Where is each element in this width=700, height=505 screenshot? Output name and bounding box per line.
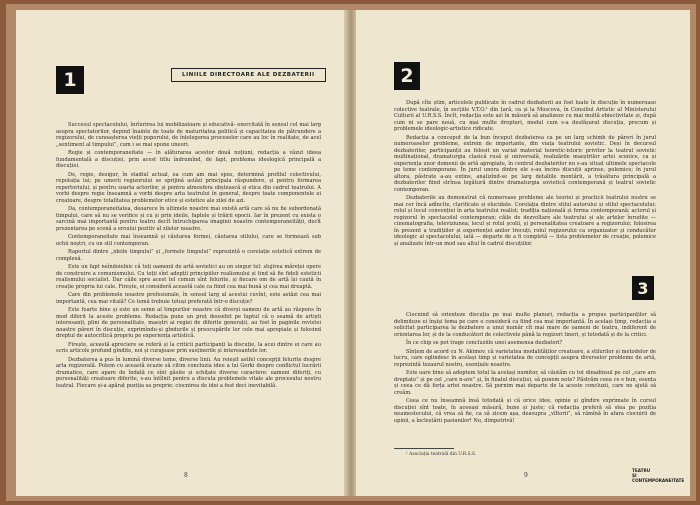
chapter-number-box: 3 [632, 276, 654, 300]
paragraph: Da, contemporaneitatea, deoarece în ultimele noastre mai există artă care să nu fie subordonată timpului, care să nu se verifice și cu și prin ideile, faptele și trăirii epocii. Iar în prezent cu exista o sarcină mai importantă pentru teatru decît întruchiparea imaginii noastre contemporaneității, decît prezentarea pe scenă a eroului pozitiv al zilelor noastre. [56, 206, 321, 232]
paragraph: Este un fapt neîndoielnic că toți oamenii de artă sovietici au un singur tel: slujirea măreței opere de construire a comunismului. Cu toții sînt adepții principiilor realismului și tind să fie fideli esteticii realismului socialist. Dar căile spre acest tel comun sînt felurite, și fiecare om de artă își caută în creație propria lui cale. Firește, ei consideră această cale ca fiind cea mai bună și cea mai dreaptă. [56, 264, 321, 290]
brand-line: CONTEMPORANEITATE [632, 478, 685, 483]
paragraph: În ce chip se pot trage concluziile unei asemenea dezbateri? [406, 340, 563, 346]
book-spread [6, 4, 696, 501]
paragraph: De, regie, desigur, în stadiul actual, ea cum am mai spus, determină profilul colectivului, reputația lui; pe umerii regizorului se sprijină astăzi principala răspundere, și pentru formarea repertoriului, și pentru soarta actorilor, și pentru atmosfera obștească și etica din cadrul teatrului. A vorbi despre regie înseamnă a vorbi despre arta teatrului în general, despre toate componentele ei creatoare, despre totalitatea problemelor etice și estetice ale zilei de azi. [56, 171, 321, 204]
chapter-number-box: 2 [394, 62, 420, 90]
paragraph: Ciocnind să orienteze discuția pe mai multe planuri, redacția a propus participanților să delimiteze ei înșiși tema pe care o consideră ca fiind cea mai importantă. În același timp, redacția a solicitat participarea la dezbatere a unui număr cît mai mare de oameni de teatru, indiferent de orientarea lor, și de la conducători de colectivele până la regizori tineri, și totodată și de la critici. [394, 312, 656, 338]
paragraph: Redacția a conceput de la bun început dezbaterea ca pe un larg schimb de păreri în jurul numeroaselor probleme, extrem de importante, din viața teatrului sovietic. Deși în decursul dezbaterilor, participanții au folosit un variat material teoretic-istoric privitor la teatrul sovietic multinațional, dramaturgia clasică rusă și universală, realizările maeștrilor artei scenice, ca și experiența unor domenii de artă apropiate, în centrul dezbaterilor nu s-au situat ultimele spectacole pe teme contemporane. În jurul unora dintre ele s-au încins discuții aprinse, polemice; în jurul altora, păstrate a-au extins, analizînd-se pe larg detaliile montării, a trăsătura principală a dezbaterilor fiind strînsa legătură dintre dramaturgia sovietică contemporană și teatrul sovietic contemporan. [394, 134, 656, 193]
right-body-text-top [394, 100, 656, 249]
page-number: 8 [184, 472, 188, 479]
page-number: 9 [524, 472, 528, 479]
left-body-text [56, 122, 321, 391]
paragraph: Sînțem de acord cu N. Akimov, că varietatea modalităților creatoare, a stilurilor și metodelor de lucru, care oglindesc în același timp și varietatea de concepții asupra diverselor probleme de artă, reprezintă tezaurul nostru, esențiale noastre. [394, 348, 656, 368]
paragraph: Regie și contemporaneitate — în alăturarea acestor două noțiuni, redacția a văzut ideea fundamentală a discuției, prin acest titlu îndrumînd, de fapt, problema ideologică principală a discuției. [56, 150, 321, 169]
footnote: ¹ Asociația teatrală din U.R.S.S. [406, 452, 477, 457]
footnote-rule [394, 448, 454, 449]
paragraph: Contemporaneitate mai înseamnă și căutarea formei, căutarea stilului, care se formează sub ochii noștri, cu un stil contemporan. [56, 234, 321, 247]
brand-line: TEATRU [632, 468, 651, 473]
paragraph: Raportul dintre „ideile timpului” și „formele timpului” reprezintă o corelație estetică extrem de complexă. [56, 249, 321, 262]
right-page [356, 10, 690, 496]
right-body-text-bottom [394, 312, 656, 426]
paragraph: Care din problemele noastre profesionale, în sensul larg al acestui cuvînt, este astăzi cea mai importantă, cea mai vitală? Ce temă trebuie totuși preferată într-o discuție? [56, 292, 321, 305]
paragraph: După cîte știm, articolele publicate în cadrul dezbaterii au fost luate în discuție în numeroase colective teatrale, în secțiile V.T.O.¹ din țară, ca și la Moscova, în Consiliul Artistic al Ministerului Culturii al U.R.S.S. Încît, redacția este azi în măsură să analizeze cu mai multă obiectivitate și, după cum ni se pare nouă, cu mai multe drepturi, modul cum s-a desfășurat discuția, precum și problemele ideologic-artistice ridicate. [394, 100, 656, 132]
paragraph: Dezbaterile au demonstrat că numeroase probleme ale teoriei și practicii teatrului nostru se mai cer încă adîncite, clarificate și elucidate. Corelația dintre stilul autorului și stilul spectacolului; rolul și locul convenției în arta teatrului realist; tradiția națională și forma contemporană; actorul și regizorul în spectacolul contemporan; căile de dezvoltare ale teatrului și ale artelor înrudite — cinematografia, televiziunea; locul și rolul școlii, și personalitatea creatoare a regizorului; folosirea în prezent a tradițiilor și experienței anilor trecuți; rolul regizorului ca organizator și conducător ideologic al spectacolului, iată — departe de a fi completă — lista problemelor de creație, polemice și analizate într-un mod sau altul în cadrul discuțiilor. [394, 195, 656, 247]
brand-line: ȘI [632, 473, 637, 478]
chapter-number-box: 1 [56, 66, 84, 94]
journal-brand [632, 468, 684, 483]
left-page [16, 10, 346, 496]
paragraph: Este foarte bine și este un semn al timpurilor noastre că diverși oameni de artă au răspuns în mod diferit la aceste probleme. Redacția pune un preț deosebit pe faptul că o seamă de artiști interesanți, plini de personalitate, maeștri ai regiei de diferite generații, au fost în paginile revistei noastre păreri în discuție, exprimîndu-și gîndurile și preocupările lor cele mai apropiate și folosind dreptul de autocritică propriu pe experiența artistică. [56, 307, 321, 339]
section-heading: LINIILE DIRECTOARE ALE DEZBATERII [171, 68, 326, 82]
paragraph: Ceea ce nu înseamnă însă totodată și că orice idee, opinie și gîndire exprimate în cursul discuției sînt toate, în aceeași măsură, bune și juste; că redacția preferă să stea pe poziția neamestecului, că vrea să fie, ca să zicem așa, deasupra „vîltorii”, să rămînă în afara ciocnirii de opinii, a încleștării pasiunilor! Nu, dimpotrivă! [394, 398, 656, 424]
paragraph: Este oare bine să adoptem totul la același numitor, să căutăm cu tot dinadinsul pe cel „care are dreptate” și pe cel „care n-are” și, în finalul discuției, să punem note? Păstrăm ceea ce e bun, esența și ceea ce dă forța artei noastre. Să pornim mai departe de la aceste concluzii, care ne ajută să creăm. [394, 370, 656, 396]
paragraph: Succesul spectacolului, înrîurirea lui mobilizatoare și educativă- exercitată în sensul cel mai larg asupra spectatorilor, depind înainte de toate de maturitatea politică și capacitatea de pătrundere a regizorului, de cunoașterea vieții poporului, de înțelegerea proceselor care au loc în realitate, de acel „sentiment al timpului”, cum i se mai spune uneori. [56, 122, 321, 148]
paragraph: Dezbaterea a pus în lumină diverse teme, diverse linii. Au reieșit astfel concepții felurite despre arta regizorală. Putem cu această ocazie să citim concluzia idee a lui Gorki despre conflictul lucrării dramatice, care apare de îndată ce sînt găsite și schițate diverse caractere: oameni diferiți, cu personalități creatoare diferite, s-au întîlnit pentru a discuta problemele vitale ale procesului nostru teatral. Fiecare și-a apărat poziția sa proprie: ciocnirea de idei a fost deci inevitabilă. [56, 356, 321, 389]
paragraph: Firește, această apreciere se referă și la criticii participanți la discuție, la acei dintre ei care au scris articole profund gîndite, noi și curajoase prin susținerile și interesantele lor. [56, 341, 321, 354]
